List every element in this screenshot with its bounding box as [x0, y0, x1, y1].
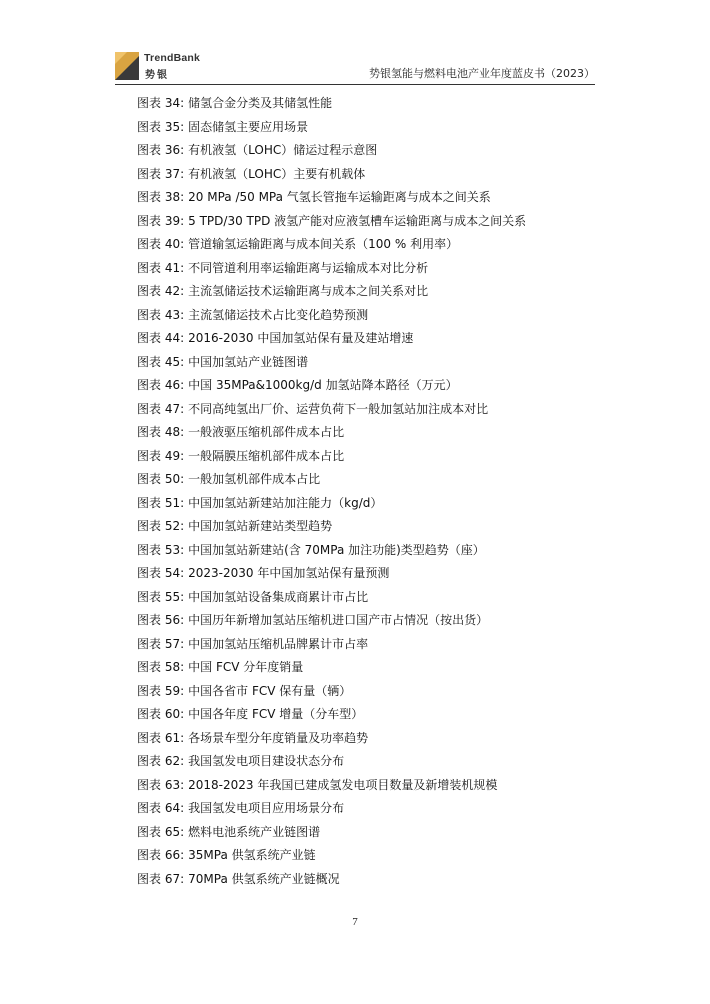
- figure-label: 图表 62:: [137, 754, 185, 768]
- figure-title: 管道输氢运输距离与成本间关系（100 % 利用率）: [188, 237, 459, 251]
- figure-list-item[interactable]: [137, 445, 597, 469]
- figure-label: 图表 55:: [137, 589, 185, 604]
- figure-label: 图表 42:: [137, 284, 185, 298]
- figure-label: 图表 65:: [137, 824, 185, 839]
- figure-label: 图表 63:: [137, 777, 185, 792]
- figure-label: 图表 44:: [137, 331, 185, 345]
- figure-list-item[interactable]: [137, 139, 597, 163]
- figure-label: 图表 52:: [137, 519, 185, 533]
- figure-label: 图表 37:: [137, 166, 185, 181]
- figure-title: 中国加氢站新建站(含 70MPa 加注功能)类型趋势（座）: [188, 542, 485, 557]
- figure-list-item[interactable]: [137, 210, 597, 234]
- figure-list-item[interactable]: [137, 821, 597, 845]
- figure-title: 2023-2030 年中国加氢站保有量预测: [188, 566, 390, 580]
- figure-title: 不同高纯氢出厂价、运营负荷下一般加氢站加注成本对比: [188, 401, 489, 416]
- figure-title: 燃料电池系统产业链图谱: [188, 824, 321, 839]
- figure-label: 图表 47:: [137, 401, 185, 416]
- figure-label: 图表 36:: [137, 143, 185, 157]
- report-title: 势银氢能与燃料电池产业年度蓝皮书（2023）: [369, 67, 595, 80]
- figure-title: 有机液氢（LOHC）主要有机载体: [188, 166, 366, 181]
- logo-text-cn: 势银: [145, 70, 169, 81]
- figure-label: 图表 58:: [137, 660, 185, 674]
- figure-list-item[interactable]: [137, 374, 597, 398]
- figure-list-item[interactable]: [137, 774, 597, 798]
- figure-title: 主流氢储运技术占比变化趋势预测: [188, 307, 369, 322]
- figure-list-item[interactable]: [137, 562, 597, 586]
- figure-label: 图表 51:: [137, 495, 185, 510]
- header-divider: [115, 84, 595, 85]
- figure-title: 一般隔膜压缩机部件成本占比: [188, 448, 345, 463]
- figure-label: 图表 66:: [137, 848, 185, 862]
- figure-list-item[interactable]: [137, 633, 597, 657]
- figure-title: 2018-2023 年我国已建成氢发电项目数量及新增装机规模: [188, 777, 498, 792]
- figure-list-item[interactable]: [137, 515, 597, 539]
- figure-title: 我国氢发电项目应用场景分布: [188, 801, 345, 815]
- figure-label: 图表 34:: [137, 96, 185, 110]
- figure-list-item[interactable]: [137, 280, 597, 304]
- figure-title: 中国加氢站压缩机品牌累计市占率: [188, 636, 369, 651]
- figure-list-item[interactable]: [137, 421, 597, 445]
- figure-list: [137, 92, 597, 891]
- figure-title: 中国各省市 FCV 保有量（辆）: [188, 683, 352, 698]
- figure-label: 图表 35:: [137, 119, 185, 134]
- figure-label: 图表 45:: [137, 354, 185, 369]
- figure-title: 中国加氢站设备集成商累计市占比: [188, 589, 369, 604]
- logo-text-en: TrendBank: [144, 52, 201, 64]
- page-number: 7: [352, 916, 358, 928]
- figure-label: 图表 46:: [137, 378, 185, 392]
- figure-title: 一般加氢机部件成本占比: [188, 472, 321, 486]
- figure-label: 图表 40:: [137, 237, 185, 251]
- figure-label: 图表 53:: [137, 542, 185, 557]
- figure-title: 20 MPa /50 MPa 气氢长管拖车运输距离与成本之间关系: [188, 190, 491, 204]
- figure-list-item[interactable]: [137, 750, 597, 774]
- figure-title: 中国 FCV 分年度销量: [188, 660, 304, 674]
- figure-list-item[interactable]: [137, 539, 597, 563]
- figure-list-item[interactable]: [137, 116, 597, 140]
- figure-list-item[interactable]: [137, 680, 597, 704]
- figure-label: 图表 50:: [137, 472, 185, 486]
- figure-list-item[interactable]: [137, 327, 597, 351]
- figure-title: 中国各年度 FCV 增量（分车型）: [188, 707, 364, 721]
- figure-list-item[interactable]: [137, 351, 597, 375]
- figure-list-item[interactable]: [137, 868, 597, 892]
- figure-list-item[interactable]: [137, 233, 597, 257]
- figure-list-item[interactable]: [137, 656, 597, 680]
- figure-list-item[interactable]: [137, 163, 597, 187]
- figure-list-item[interactable]: [137, 492, 597, 516]
- figure-label: 图表 59:: [137, 683, 185, 698]
- figure-title: 主流氢储运技术运输距离与成本之间关系对比: [188, 284, 429, 298]
- figure-title: 我国氢发电项目建设状态分布: [188, 754, 345, 768]
- figure-title: 固态储氢主要应用场景: [188, 119, 309, 134]
- figure-title: 35MPa 供氢系统产业链: [188, 848, 316, 862]
- figure-list-item[interactable]: [137, 186, 597, 210]
- trendbank-logo: [115, 52, 235, 82]
- figure-label: 图表 39:: [137, 213, 185, 228]
- figure-label: 图表 38:: [137, 190, 185, 204]
- figure-title: 中国加氢站新建站加注能力（kg/d）: [188, 495, 383, 510]
- figure-list-item[interactable]: [137, 468, 597, 492]
- figure-list-item[interactable]: [137, 727, 597, 751]
- figure-list-item[interactable]: [137, 609, 597, 633]
- figure-label: 图表 64:: [137, 801, 185, 815]
- figure-label: 图表 48:: [137, 425, 185, 439]
- logo-mark-icon: [115, 52, 139, 80]
- figure-label: 图表 54:: [137, 566, 185, 580]
- figure-title: 中国 35MPa&1000kg/d 加氢站降本路径（万元）: [188, 378, 458, 392]
- figure-title: 储氢合金分类及其储氢性能: [188, 96, 333, 110]
- figure-list-item[interactable]: [137, 586, 597, 610]
- figure-label: 图表 41:: [137, 260, 185, 275]
- figure-title: 中国加氢站新建站类型趋势: [188, 519, 333, 533]
- figure-label: 图表 43:: [137, 307, 185, 322]
- figure-title: 中国加氢站产业链图谱: [188, 354, 309, 369]
- figure-label: 图表 61:: [137, 730, 185, 745]
- figure-list-item[interactable]: [137, 797, 597, 821]
- figure-label: 图表 49:: [137, 448, 185, 463]
- figure-list-item[interactable]: [137, 844, 597, 868]
- figure-list-item[interactable]: [137, 304, 597, 328]
- page-header: [115, 52, 595, 86]
- figure-label: 图表 60:: [137, 707, 185, 721]
- figure-label: 图表 57:: [137, 636, 185, 651]
- figure-title: 各场景车型分年度销量及功率趋势: [188, 730, 369, 745]
- figure-label: 图表 56:: [137, 613, 185, 627]
- figure-title: 一般液驱压缩机部件成本占比: [188, 425, 345, 439]
- figure-list-item[interactable]: [137, 703, 597, 727]
- figure-title: 5 TPD/30 TPD 液氢产能对应液氢槽车运输距离与成本之间关系: [188, 213, 527, 228]
- figure-title: 中国历年新增加氢站压缩机进口国产市占情况（按出货）: [188, 613, 489, 627]
- figure-title: 2016-2030 中国加氢站保有量及建站增速: [188, 331, 414, 345]
- figure-label: 图表 67:: [137, 871, 185, 886]
- figure-list-item[interactable]: [137, 398, 597, 422]
- figure-list-item[interactable]: [137, 257, 597, 281]
- figure-list-item[interactable]: [137, 92, 597, 116]
- figure-title: 70MPa 供氢系统产业链概况: [188, 871, 340, 886]
- figure-title: 有机液氢（LOHC）储运过程示意图: [188, 143, 378, 157]
- figure-title: 不同管道利用率运输距离与运输成本对比分析: [188, 260, 429, 275]
